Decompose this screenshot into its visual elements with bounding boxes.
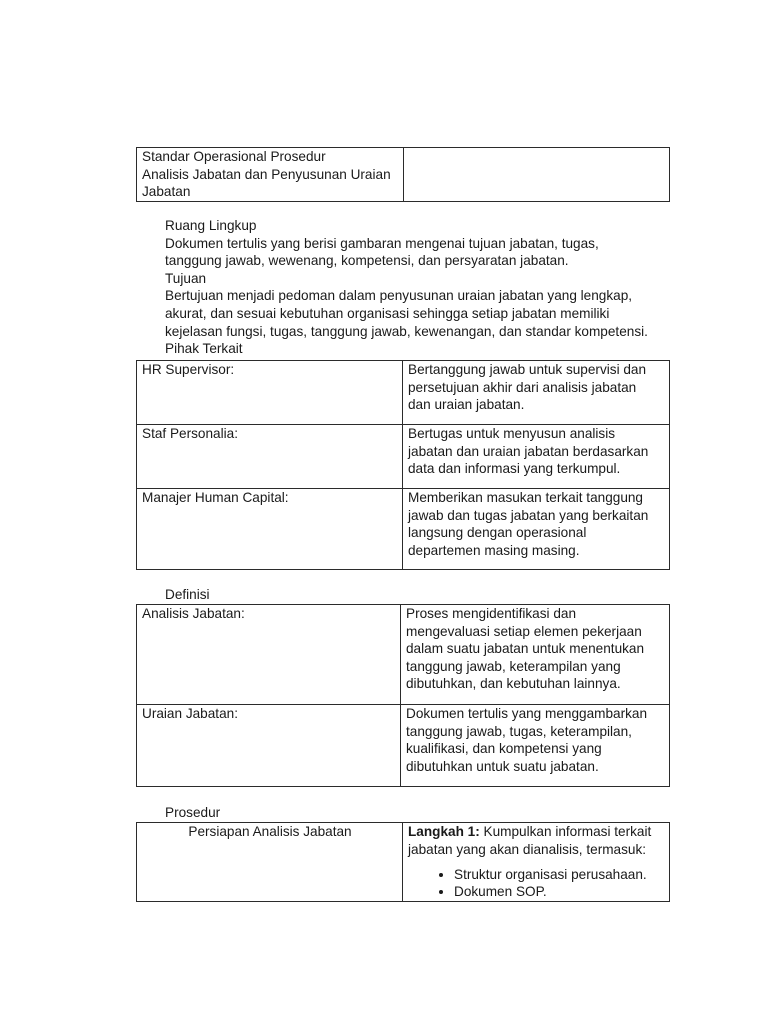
desc-line: langsung dengan operasional xyxy=(408,525,587,541)
step-text: Kumpulkan informasi terkait xyxy=(479,824,652,839)
scope-body-line-2: tanggung jawab, wewenang, kompetensi, dan persyaratan jabatan. xyxy=(165,253,569,269)
definitions-table xyxy=(136,604,670,787)
list-item: • Dokumen SOP. xyxy=(454,883,665,900)
table-row xyxy=(137,425,670,489)
sop-title-cell xyxy=(137,148,404,202)
definitions-heading: Definisi xyxy=(165,587,210,602)
step-line-2: jabatan yang akan dianalisis, termasuk: xyxy=(408,841,647,857)
role-description-cell xyxy=(403,489,670,570)
sop-title-line-2: Analisis Jabatan dan Penyusunan Uraian xyxy=(142,166,391,182)
desc-line: mengevaluasi setiap elemen pekerjaan xyxy=(406,623,642,639)
desc-line: kualifikasi, dan kompetensi yang xyxy=(406,741,602,757)
step-line-1 xyxy=(408,823,665,841)
step-bullet-list xyxy=(408,866,665,900)
desc-line: departemen masing masing. xyxy=(408,542,580,558)
desc-line: jabatan dan uraian jabatan berdasarkan xyxy=(408,443,649,459)
procedure-step-cell xyxy=(403,823,670,902)
term-cell: Uraian Jabatan: xyxy=(137,705,401,787)
procedure-heading: Prosedur xyxy=(165,805,221,820)
procedure-stage-cell: Persiapan Analisis Jabatan xyxy=(137,823,403,902)
sop-title-line-3: Jabatan xyxy=(142,184,191,200)
definition-cell xyxy=(401,705,670,787)
purpose-body-line-2: akurat, dan sesuai kebutuhan organisasi sehingga setiap jabatan memiliki xyxy=(165,305,610,321)
table-row xyxy=(137,823,670,902)
role-description-cell xyxy=(403,425,670,489)
desc-line: Bertugas untuk menyusun analisis xyxy=(408,426,616,441)
desc-line: dibutuhkan untuk suatu jabatan. xyxy=(406,758,599,774)
desc-line: Bertanggung jawab untuk supervisi dan xyxy=(408,362,647,377)
desc-line: jawab dan tugas jabatan yang berkaitan xyxy=(408,507,649,523)
desc-line: data dan informasi yang terkumpul. xyxy=(408,461,621,477)
desc-line: dalam suatu jabatan untuk menentukan xyxy=(406,641,645,657)
desc-line: Memberikan masukan terkait tanggung xyxy=(408,490,643,505)
desc-line: tanggung jawab, keterampilan yang xyxy=(406,658,621,674)
table-row xyxy=(137,605,670,705)
desc-line: persetujuan akhir dari analisis jabatan xyxy=(408,379,637,395)
purpose-body-line-1: Bertujuan menjadi pedoman dalam penyusunan uraian jabatan yang lengkap, xyxy=(165,288,633,304)
related-parties-table xyxy=(136,360,670,570)
desc-line: dibutuhkan, dan kebutuhan lainnya. xyxy=(406,676,621,692)
related-parties-heading: Pihak Terkait xyxy=(165,341,243,357)
purpose-body-line-3: kejelasan fungsi, tugas, tanggung jawab, kewenangan, dan standar kompetensi. xyxy=(165,323,648,339)
role-cell: Staf Personalia: xyxy=(137,425,403,489)
definition-cell xyxy=(401,605,670,705)
table-row xyxy=(137,705,670,787)
definitions-section xyxy=(165,586,685,604)
sop-header-empty-cell xyxy=(404,148,670,202)
desc-line: dan uraian jabatan. xyxy=(408,397,525,413)
scope-section xyxy=(165,217,685,358)
role-description-cell xyxy=(403,361,670,425)
scope-heading: Ruang Lingkup xyxy=(165,218,257,233)
table-row xyxy=(137,489,670,570)
desc-line: Proses mengidentifikasi dan xyxy=(406,606,577,621)
sop-header-table xyxy=(136,147,670,202)
scope-body-line-1: Dokumen tertulis yang berisi gambaran mengenai tujuan jabatan, tugas, xyxy=(165,235,599,251)
term-cell: Analisis Jabatan: xyxy=(137,605,401,705)
desc-line: Dokumen tertulis yang menggambarkan xyxy=(406,706,648,721)
desc-line: tanggung jawab, tugas, keterampilan, xyxy=(406,723,632,739)
role-cell: HR Supervisor: xyxy=(137,361,403,425)
procedure-table xyxy=(136,822,670,902)
procedure-section xyxy=(165,804,685,822)
purpose-heading: Tujuan xyxy=(165,270,207,286)
sop-title-line-1: Standar Operasional Prosedur xyxy=(142,149,326,164)
step-label: Langkah 1: xyxy=(408,824,480,839)
role-cell: Manajer Human Capital: xyxy=(137,489,403,570)
table-row xyxy=(137,361,670,425)
list-item: • Struktur organisasi perusahaan. xyxy=(454,866,665,883)
